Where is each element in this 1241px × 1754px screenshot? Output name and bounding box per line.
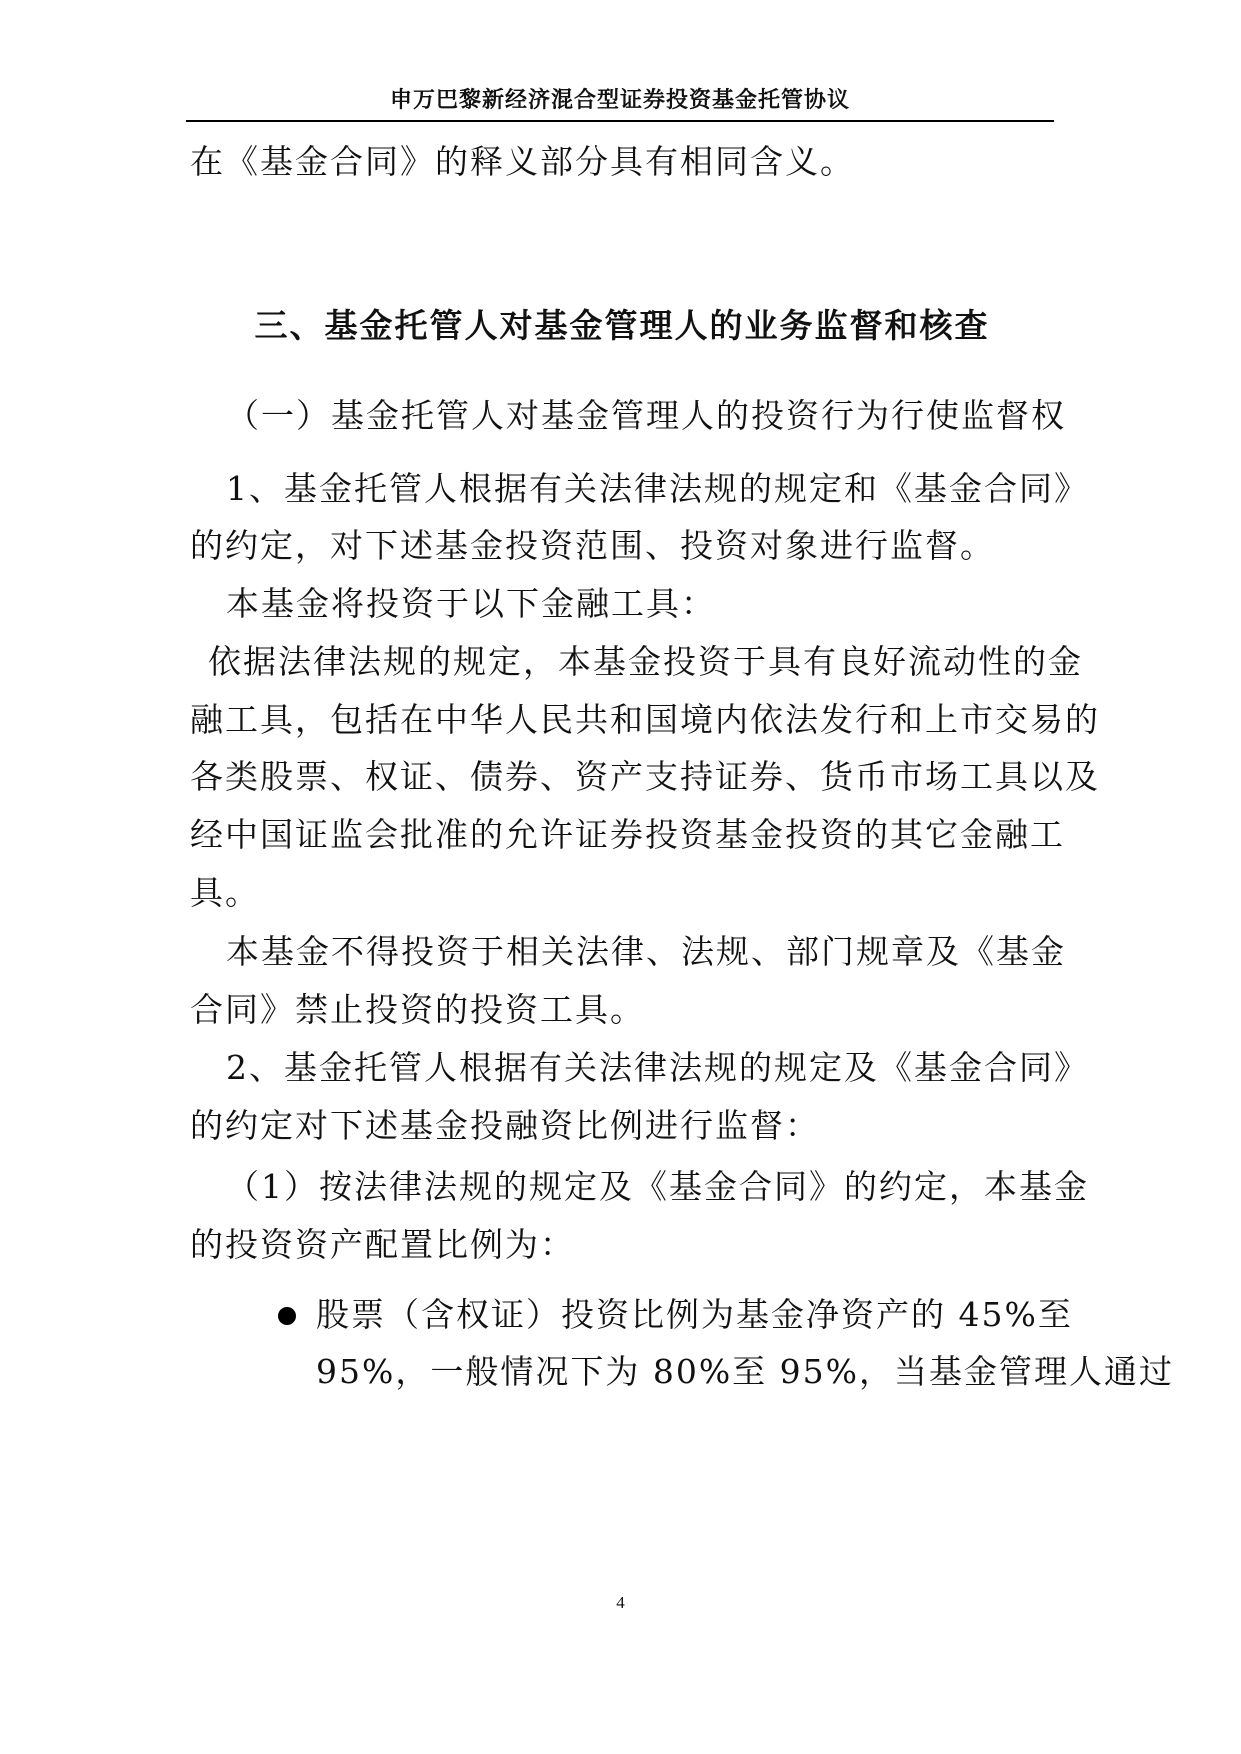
- bullet-line: 95%，一般情况下为 80%至 95%，当基金管理人通过: [316, 1352, 1175, 1391]
- paragraph-line: 2、基金托管人根据有关法律法规的规定及《基金合同》: [226, 1048, 1089, 1087]
- continuation-text: 在《基金合同》的释义部分具有相同含义。: [190, 142, 855, 181]
- paragraph-line: 的投资资产配置比例为：: [190, 1225, 575, 1264]
- page-number: 4: [616, 1593, 625, 1612]
- header-rule: [186, 120, 1054, 122]
- paragraph-line: 1、基金托管人根据有关法律法规的规定和《基金合同》: [226, 469, 1089, 508]
- paragraph-line: 具。: [190, 873, 260, 912]
- paragraph-line: （1）按法律法规的规定及《基金合同》的约定，本基金: [226, 1167, 1089, 1206]
- paragraph-line: 的约定对下述基金投融资比例进行监督：: [190, 1106, 820, 1145]
- page-header: 申万巴黎新经济混合型证券投资基金托管协议: [389, 88, 850, 113]
- paragraph-line: 合同》禁止投资的投资工具。: [190, 990, 645, 1029]
- subsection-title: （一）基金托管人对基金管理人的投资行为行使监督权: [226, 396, 1066, 435]
- paragraph-line: 融工具，包括在中华人民共和国境内依法发行和上市交易的: [190, 700, 1100, 739]
- bullet-line: 股票（含权证）投资比例为基金净资产的 45%至: [316, 1295, 1073, 1334]
- paragraph-intro: 本基金将投资于以下金融工具：: [226, 584, 716, 623]
- paragraph-line: 本基金不得投资于相关法律、法规、部门规章及《基金: [226, 932, 1066, 971]
- bullet-dot-icon: [278, 1307, 296, 1325]
- section-title: 三、基金托管人对基金管理人的业务监督和核查: [254, 306, 990, 345]
- paragraph-line: 的约定，对下述基金投资范围、投资对象进行监督。: [190, 526, 995, 565]
- paragraph-line: 各类股票、权证、债券、资产支持证券、货币市场工具以及: [190, 757, 1100, 796]
- paragraph-line: 依据法律法规的规定，本基金投资于具有良好流动性的金: [208, 642, 1083, 681]
- paragraph-line: 经中国证监会批准的允许证券投资基金投资的其它金融工: [190, 815, 1065, 854]
